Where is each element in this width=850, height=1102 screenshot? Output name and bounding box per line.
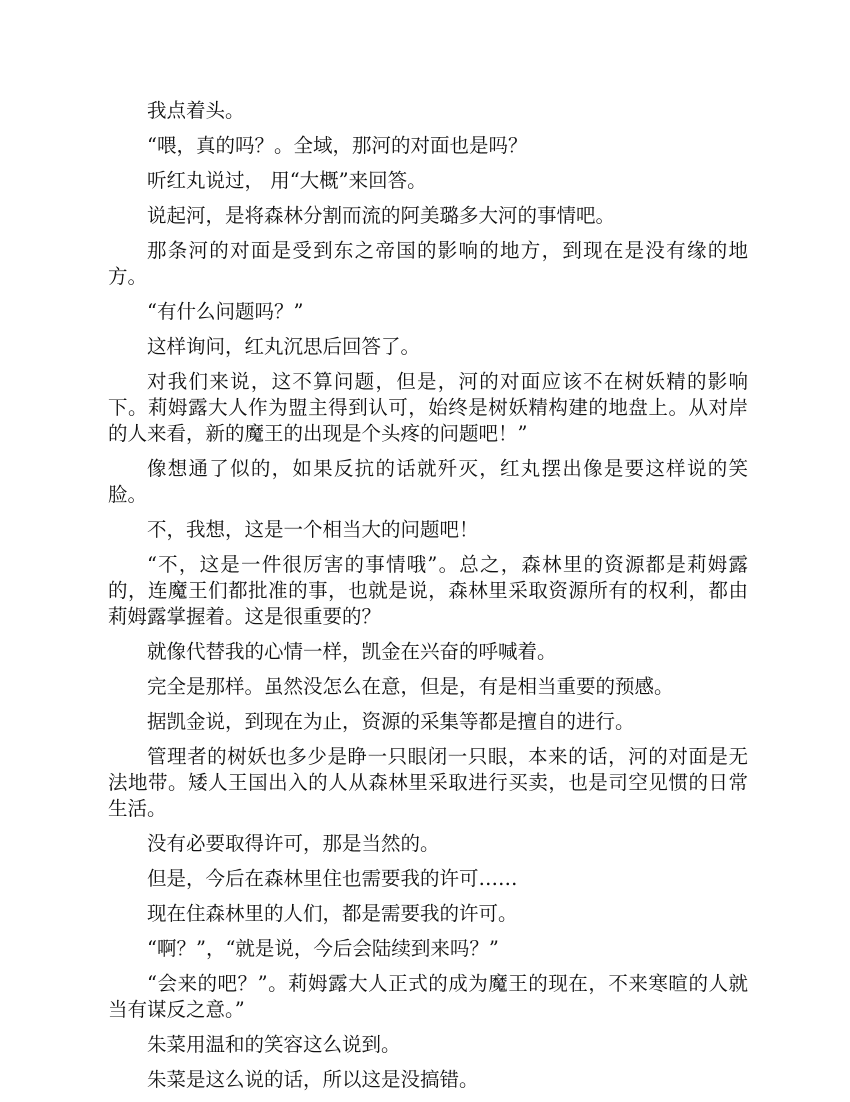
- paragraph: 那条河的对面是受到东之帝国的影响的地方，到现在是没有缘的地方。: [108, 239, 748, 288]
- paragraph: 说起河，是将森林分割而流的阿美璐多大河的事情吧。: [147, 204, 616, 227]
- paragraph: 朱菜用温和的笑容这么说到。: [147, 1033, 401, 1056]
- paragraph: 据凯金说，到现在为止，资源的采集等都是擅自的进行。: [147, 710, 635, 733]
- paragraph: 听红丸说过， 用“大概”来回答。: [147, 169, 427, 192]
- document-page: [108, 98, 748, 1102]
- paragraph: 就像代替我的心情一样，凯金在兴奋的呼喊着。: [147, 640, 557, 663]
- paragraph: 像想通了似的，如果反抗的话就歼灭，红丸摆出像是要这样说的笑脸。: [108, 457, 748, 506]
- paragraph: “啊？”，“就是说，今后会陆续到来吗？”: [147, 937, 499, 960]
- paragraph: 完全是那样。虽然没怎么在意，但是，有是相当重要的预感。: [147, 675, 674, 698]
- paragraph: 但是，今后在森林里住也需要我的许可……: [147, 867, 518, 890]
- paragraph: 我点着头。: [147, 99, 245, 122]
- paragraph: 朱菜是这么说的话，所以这是没搞错。: [147, 1068, 479, 1091]
- paragraph: 现在住森林里的人们，都是需要我的许可。: [147, 902, 518, 925]
- paragraph: “不，这是一件很厉害的事情哦”。总之，森林里的资源都是莉姆露的，连魔王们都批准的事，也就是说，森林里采取资源所有的权利，都由莉姆露掌握着。这是很重要的？: [108, 553, 748, 628]
- paragraph: 没有必要取得许可，那是当然的。: [147, 832, 440, 855]
- paragraph: 这样询问，红丸沉思后回答了。: [147, 335, 421, 358]
- paragraph: “会来的吧？”。莉姆露大人正式的成为魔王的现在，不来寒暄的人就当有谋反之意。”: [108, 972, 748, 1021]
- paragraph: 管理者的树妖也多少是睁一只眼闭一只眼，本来的话，河的对面是无法地带。矮人王国出入的人从森林里采取进行买卖，也是司空见惯的日常生活。: [108, 745, 748, 820]
- paragraph: “有什么问题吗？”: [147, 300, 304, 323]
- paragraph: 对我们来说，这不算问题，但是，河的对面应该不在树妖精的影响下。莉姆露大人作为盟主得到认可，始终是树妖精构建的地盘上。从对岸的人来看，新的魔王的出现是个头疼的问题吧！”: [108, 370, 748, 445]
- paragraph: 不，我想，这是一个相当大的问题吧！: [147, 518, 479, 541]
- paragraph: “喂，真的吗？。全域，那河的对面也是吗？: [147, 134, 528, 157]
